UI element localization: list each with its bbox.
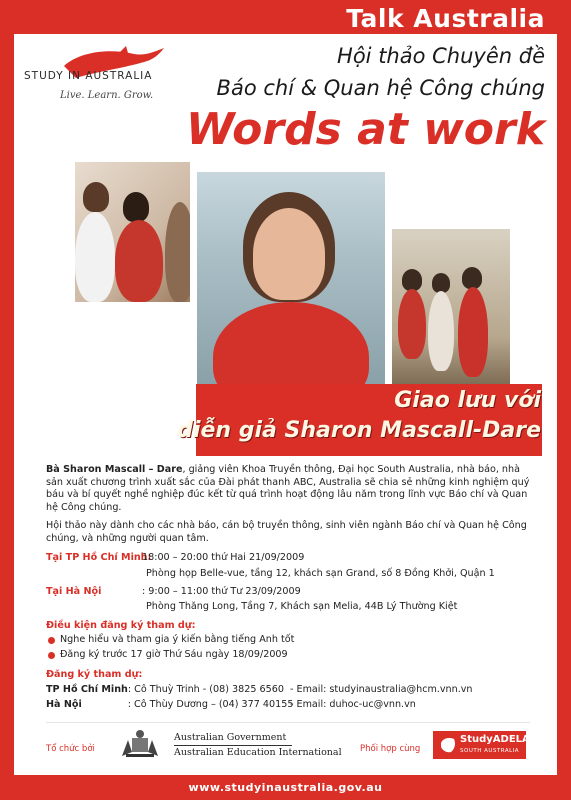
logo-text: STUDY IN AUSTRALIA xyxy=(24,70,153,82)
title-line-1: Hội thảo Chuyên đề xyxy=(337,44,545,68)
title-line-2: Báo chí & Quan hệ Công chúng xyxy=(216,76,545,100)
photo-speaker xyxy=(197,172,385,387)
registration-hn-contact: : Cô Thùy Dương – (04) 377 40155 xyxy=(127,699,294,710)
photo-right xyxy=(392,229,510,384)
registration-label: Đăng ký tham dự: xyxy=(46,669,143,680)
intro-paragraph xyxy=(46,464,530,514)
website-url[interactable]: www.studyinaustralia.gov.au xyxy=(188,781,383,794)
main-title: Words at work xyxy=(186,104,545,155)
condition-item: Đăng ký trước 17 giờ Thứ Sáu ngày 18/09/2009 xyxy=(60,649,288,660)
hcm-place: Phòng họp Belle-vue, tầng 12, khách sạn Grand, số 8 Đồng Khởi, Quận 1 xyxy=(146,568,495,579)
gov-line-2: Australian Education International xyxy=(174,747,342,758)
gov-divider xyxy=(174,745,292,746)
registration-hcm xyxy=(46,684,284,695)
partner-subtitle: SOUTH AUSTRALIA xyxy=(460,748,520,754)
conditions-label: Điều kiện đăng ký tham dự: xyxy=(46,620,196,631)
organizer-label: Tổ chức bởi xyxy=(46,744,95,754)
hn-place: Phòng Thăng Long, Tầng 7, Khách sạn Melia, 44B Lý Thường Kiệt xyxy=(146,601,458,612)
intro-text: , giảng viên Khoa Truyền thông, Đại học South Australia, nhà báo, nhà sản xuất chương trình xuất sắc của Đài phát thanh ABC, Australia sẽ chia sẻ những kinh nghiệm quý báu và bí quyết nghề nghiệp đúc kết từ quá trình hoạt động lâu năm trong lĩnh vực Báo chí và Quan hệ Công chúng. xyxy=(46,464,530,513)
bullet-icon xyxy=(48,652,55,659)
talk-australia-title: Talk Australia xyxy=(346,4,545,33)
registration-hn xyxy=(46,699,293,710)
bullet-icon xyxy=(48,637,55,644)
banner-line-2: diễn giả Sharon Mascall-Dare xyxy=(177,418,541,443)
registration-hcm-contact: : Cô Thuỳ Trinh - (08) 3825 6560 xyxy=(127,684,284,695)
hn-time: : 9:00 – 11:00 thứ Tư 23/09/2009 xyxy=(142,586,301,597)
registration-hcm-city: TP Hồ Chí Minh xyxy=(46,684,128,695)
speaker-name: Bà Sharon Mascall – Dare xyxy=(46,464,183,475)
gov-line-1: Australian Government xyxy=(174,732,287,743)
hn-label: Tại Hà Nội xyxy=(46,586,102,597)
banner-line-1: Giao lưu với xyxy=(394,388,541,413)
coat-of-arms-icon xyxy=(118,728,162,760)
hcm-label: Tại TP Hồ Chí Minh: xyxy=(46,552,152,563)
hcm-time: 18:00 – 20:00 thứ Hai 21/09/2009 xyxy=(142,552,305,563)
australia-map-icon xyxy=(439,735,457,755)
condition-item: Nghe hiểu và tham gia ý kiến bằng tiếng Anh tốt xyxy=(60,634,295,645)
registration-hn-city: Hà Nội xyxy=(46,699,82,710)
audience-paragraph: Hội thảo này dành cho các nhà báo, cán bộ truyền thông, sinh viên ngành Báo chí và Quan hệ Công chúng, và những người quan tâm. xyxy=(46,520,527,544)
footer-divider xyxy=(46,722,530,723)
registration-hn-email[interactable]: - Email: duhoc-uc@vnn.vn xyxy=(290,699,416,710)
logo-tagline: Live. Learn. Grow. xyxy=(60,90,154,101)
photo-left xyxy=(75,162,190,302)
partner-label: Phối hợp cùng xyxy=(360,744,421,754)
partner-name: StudyADELAIDE xyxy=(460,734,549,745)
registration-hcm-email[interactable]: - Email: studyinaustralia@hcm.vnn.vn xyxy=(290,684,473,695)
